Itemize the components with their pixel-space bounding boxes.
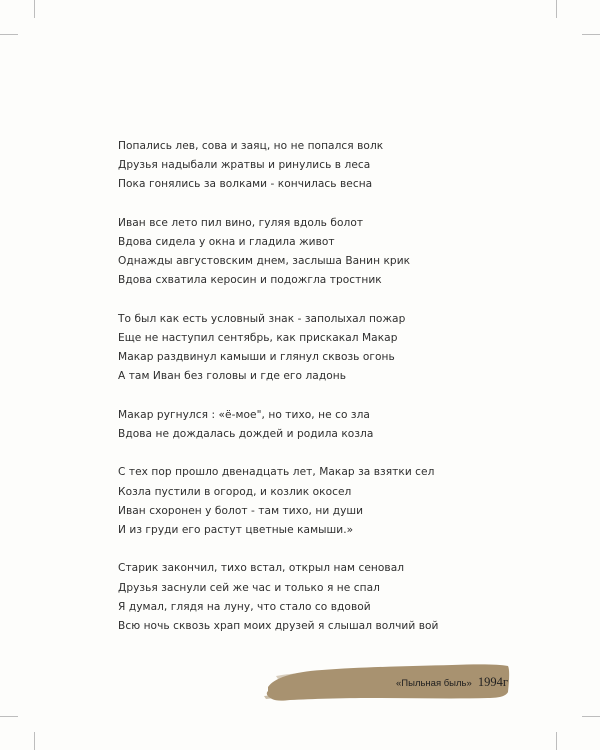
- caption: [396, 671, 516, 690]
- poem-line: Попались лев, сова и заяц, но не попался волк: [118, 140, 384, 152]
- album-title: «Пыльная быль»: [396, 678, 472, 689]
- poem-line: Вдова не дождалась дождей и родила козла: [118, 428, 374, 440]
- album-year: 1994г: [477, 675, 509, 689]
- crop-mark-top-right-h: [582, 34, 600, 35]
- poem-text: [118, 137, 518, 655]
- poem-line: Я думал, глядя на луну, что стало со вдовой: [118, 600, 371, 613]
- crop-mark-top-right: [556, 0, 557, 18]
- stanza-4: [118, 406, 518, 444]
- poem-line: Старик закончил, тихо встал, открыл нам сеновал: [118, 562, 405, 575]
- stanza-3: [118, 310, 518, 387]
- crop-mark-bottom-left: [34, 732, 35, 750]
- poem-line: Пока гонялись за волками - кончилась весна: [118, 178, 373, 191]
- poem-line: Вдова схватила керосин и подожгла тростник: [118, 274, 382, 287]
- crop-mark-bottom-right-h: [582, 716, 600, 717]
- stanza-5: [118, 463, 518, 540]
- crop-mark-top-left-h: [0, 34, 18, 35]
- poem-line: Козла пустили в огород, и козлик окосел: [118, 485, 352, 498]
- poem-line: Еще не наступил сентябрь, как прискакал Макар: [118, 332, 398, 344]
- poem-line: Друзья надыбали жратвы и ринулись в леса: [118, 159, 371, 172]
- crop-mark-bottom-right: [556, 732, 557, 750]
- stanza-6: [118, 559, 518, 636]
- poem-line: Макар раздвинул камыши и глянул сквозь огонь: [118, 351, 395, 364]
- poem-line: Друзья заснули сей же час и только я не спал: [118, 581, 380, 594]
- poem-line: Однажды августовским днем, заслыша Ванин крик: [118, 255, 411, 268]
- poem-line: А там Иван без головы и где его ладонь: [118, 370, 347, 383]
- poem-line: То был как есть условный знак - заполыхал пожар: [118, 312, 406, 325]
- crop-mark-top-left: [34, 0, 35, 18]
- poem-line: Иван все лето пил вино, гуляя вдоль болот: [118, 216, 364, 229]
- poem-line: Макар ругнулся : «ё-мое", но тихо, не со зла: [118, 408, 370, 421]
- stanza-1: [118, 137, 518, 195]
- poem-line: Иван схоронен у болот - там тихо, ни души: [118, 504, 364, 517]
- crop-mark-bottom-left-h: [0, 716, 18, 717]
- poem-line: С тех пор прошло двенадцать лет, Макар за взятки сел: [118, 466, 435, 479]
- poem-line: Всю ночь сквозь храп моих друзей я слышал волчий вой: [118, 620, 439, 632]
- stanza-2: [118, 214, 518, 291]
- poem-line: Вдова сидела у окна и гладила живот: [118, 236, 335, 248]
- poem-line: И из груди его растут цветные камыши.»: [118, 524, 354, 536]
